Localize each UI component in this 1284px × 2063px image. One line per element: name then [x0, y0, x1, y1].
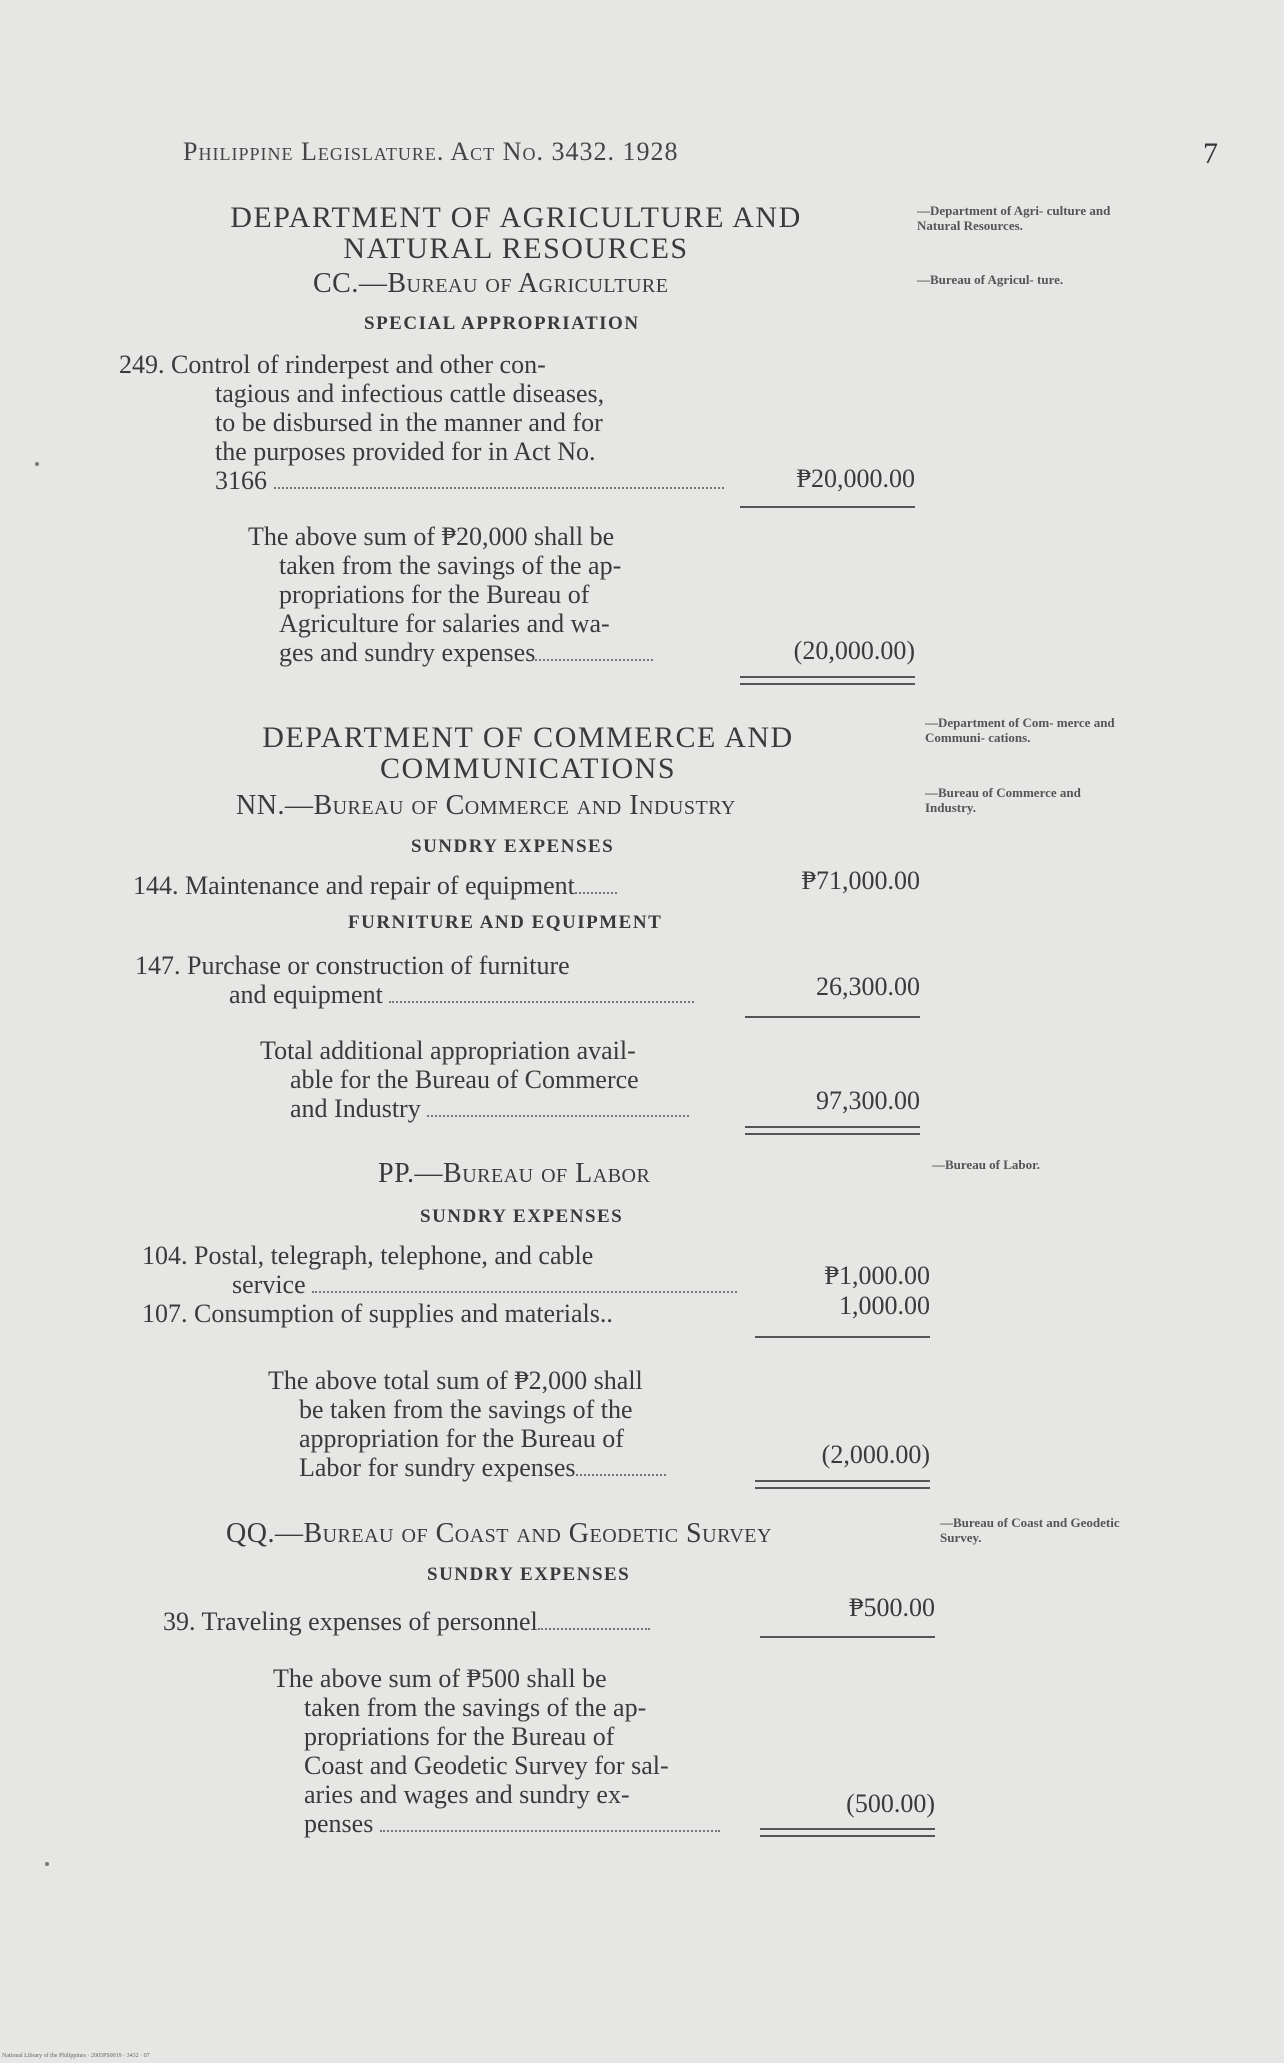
note-text-line: propriations for the Bureau of — [304, 1722, 615, 1751]
bureau-heading-coast: QQ.—Bureau of Coast and Geodetic Survey — [226, 1518, 772, 1549]
item-text-line: 3166 — [215, 466, 267, 495]
total-text-line: and Industry — [290, 1094, 421, 1123]
item-text-line: 104. Postal, telegraph, telephone, and cable — [142, 1241, 594, 1270]
bureau-heading-labor: PP.—Bureau of Labor — [378, 1158, 651, 1189]
item-text-line: 147. Purchase or construction of furniture — [135, 951, 570, 980]
subheading-sundry-expenses: SUNDRY EXPENSES — [420, 1206, 624, 1227]
note-text-line: Agriculture for salaries and wa- — [279, 609, 610, 638]
item-text-line: the purposes provided for in Act No. — [215, 437, 596, 466]
item-text-line: 39. Traveling expenses of personnel — [163, 1607, 538, 1636]
amount-note-coast: (500.00) — [846, 1789, 935, 1818]
note-coast — [273, 1664, 720, 1838]
rule — [745, 1016, 920, 1018]
dot-leader — [274, 473, 724, 489]
note-text-line: aries and wages and sundry ex- — [304, 1780, 630, 1809]
margin-note-labor-bureau: —Bureau of Labor. — [932, 1157, 1040, 1172]
margin-note-commerce-dept: —Department of Com- merce and Communi- cations. — [925, 715, 1115, 745]
margin-note-coast-bureau: —Bureau of Coast and Geodetic Survey. — [940, 1515, 1120, 1545]
running-title: Philippine Legislature. Act No. 3432. 1928 — [183, 137, 679, 166]
subheading-sundry-expenses: SUNDRY EXPENSES — [411, 836, 615, 857]
amount-note-labor: (2,000.00) — [821, 1440, 930, 1469]
item-147 — [135, 951, 694, 1009]
double-rule — [755, 1480, 930, 1489]
item-text-line: tagious and infectious cattle diseases, — [215, 379, 605, 408]
margin-note-agriculture-dept: —Department of Agri- culture and Natural Resources. — [917, 203, 1111, 233]
item-107 — [142, 1299, 613, 1328]
item-text-line: service — [232, 1270, 306, 1299]
amount-107: 1,000.00 — [839, 1291, 930, 1320]
item-text-line: 144. Maintenance and repair of equipment — [133, 871, 575, 900]
note-text-line: Labor for sundry expenses — [299, 1453, 576, 1482]
note-agriculture — [248, 522, 653, 667]
dot-leader — [380, 1816, 720, 1832]
dot-leader — [427, 1101, 689, 1117]
department-heading-line: DEPARTMENT OF AGRICULTURE AND — [230, 201, 802, 234]
dot-leader — [576, 1460, 666, 1476]
subheading-special-appropriation: SPECIAL APPROPRIATION — [364, 313, 640, 334]
item-text-line: to be disbursed in the manner and for — [215, 408, 603, 437]
department-heading-line: DEPARTMENT OF COMMERCE AND — [262, 721, 794, 754]
rule — [755, 1336, 930, 1338]
amount-total-commerce: 97,300.00 — [816, 1086, 920, 1115]
scan-speck — [35, 462, 39, 466]
item-text-line: 107. Consumption of supplies and materials.. — [142, 1299, 613, 1328]
item-text-line: and equipment — [229, 980, 383, 1009]
amount-104: ₱1,000.00 — [824, 1261, 930, 1290]
dot-leader — [538, 1614, 650, 1630]
note-text-line: be taken from the savings of the — [299, 1395, 633, 1424]
note-text-line: The above total sum of ₱2,000 shall — [268, 1366, 643, 1395]
dot-leader — [575, 878, 617, 894]
note-text-line: The above sum of ₱500 shall be — [273, 1664, 607, 1693]
note-text-line: ges and sundry expenses — [279, 638, 536, 667]
department-heading-agriculture — [206, 202, 826, 264]
note-text-line: taken from the savings of the ap- — [279, 551, 622, 580]
bureau-heading-commerce: NN.—Bureau of Commerce and Industry — [236, 790, 736, 821]
note-labor — [268, 1366, 666, 1482]
item-144 — [133, 871, 617, 900]
note-text-line: taken from the savings of the ap- — [304, 1693, 647, 1722]
margin-note-agriculture-bureau: —Bureau of Agricul- ture. — [917, 272, 1064, 287]
dot-leader — [389, 987, 694, 1003]
item-text-line: 249. Control of rinderpest and other con- — [119, 350, 546, 379]
amount-249: ₱20,000.00 — [796, 464, 915, 493]
margin-note-commerce-bureau: —Bureau of Commerce and Industry. — [925, 785, 1081, 815]
item-39 — [163, 1607, 650, 1636]
total-text-line: Total additional appropriation avail- — [260, 1036, 636, 1065]
note-text-line: The above sum of ₱20,000 shall be — [248, 522, 615, 551]
amount-note-agriculture: (20,000.00) — [793, 636, 915, 665]
item-104 — [142, 1241, 737, 1299]
note-text-line: appropriation for the Bureau of — [299, 1424, 624, 1453]
department-heading-commerce — [218, 722, 838, 784]
rule — [740, 506, 915, 508]
double-rule — [745, 1126, 920, 1135]
note-text-line: penses — [304, 1809, 374, 1838]
double-rule — [760, 1828, 935, 1837]
amount-144: ₱71,000.00 — [801, 866, 920, 895]
department-heading-line: COMMUNICATIONS — [379, 752, 677, 785]
department-heading-line: NATURAL RESOURCES — [343, 232, 689, 265]
dot-leader — [312, 1277, 737, 1293]
scan-footer: National Library of the Philippines · 2005PS0019 · 3432 · 07 — [2, 2053, 150, 2059]
dot-leader — [535, 645, 653, 661]
subheading-furniture-equipment: FURNITURE AND EQUIPMENT — [348, 912, 663, 933]
note-text-line: propriations for the Bureau of — [279, 580, 590, 609]
page-number: 7 — [1203, 137, 1218, 170]
bureau-heading-agriculture: CC.—Bureau of Agriculture — [313, 268, 669, 299]
item-249 — [119, 350, 724, 495]
total-commerce — [260, 1036, 689, 1123]
amount-147: 26,300.00 — [816, 972, 920, 1001]
rule — [760, 1636, 935, 1638]
subheading-sundry-expenses: SUNDRY EXPENSES — [427, 1564, 631, 1585]
amount-39: ₱500.00 — [849, 1593, 935, 1622]
double-rule — [740, 676, 915, 685]
total-text-line: able for the Bureau of Commerce — [290, 1065, 639, 1094]
note-text-line: Coast and Geodetic Survey for sal- — [304, 1751, 669, 1780]
scan-speck — [45, 1862, 49, 1866]
